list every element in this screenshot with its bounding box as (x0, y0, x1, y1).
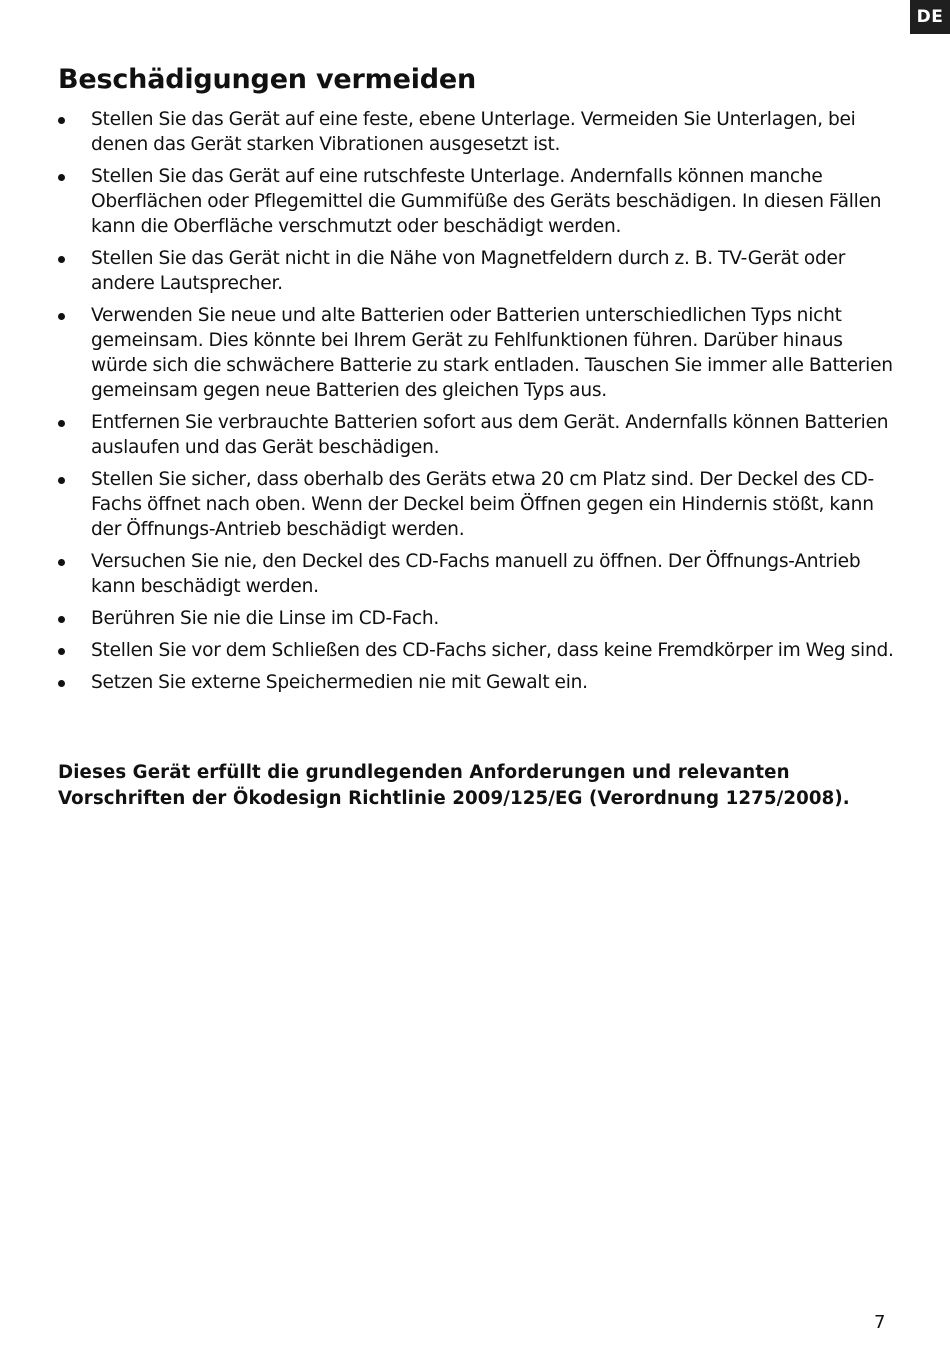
bullet-dot-icon (58, 174, 65, 181)
safety-bullet-list (58, 107, 894, 702)
section-title: Beschädigungen vermeiden (58, 64, 477, 95)
bullet-item-clearance (58, 467, 894, 542)
bullet-dot-icon (58, 477, 65, 484)
bullet-dot-icon (58, 616, 65, 623)
bullet-item-non-slip-surface (58, 164, 894, 239)
bullet-item-storage-media (58, 670, 894, 695)
bullet-text: Setzen Sie externe Speichermedien nie mit Gewalt ein. (91, 672, 588, 693)
bullet-dot-icon (58, 420, 65, 427)
bullet-text: Stellen Sie das Gerät auf eine rutschfeste Unterlage. Andernfalls können manche Oberflächen oder Pflegemittel die Gummifüße des Geräts beschädigen. In diesen Fällen kann die Oberfläche verschmutzt oder beschädigt werden. (91, 166, 882, 237)
bullet-text: Verwenden Sie neue und alte Batterien oder Batterien unterschiedlichen Typs nicht gemeinsam. Dies könnte bei Ihrem Gerät zu Fehlfunktionen führen. Darüber hinaus würde sich die schwächere Batterie zu stark entladen. Tauschen Sie immer alle Batterien gemeinsam gegen neue Batterien des gleichen Typs aus. (91, 305, 893, 401)
bullet-item-manual-opening (58, 549, 894, 599)
bullet-dot-icon (58, 256, 65, 263)
bullet-text: Stellen Sie das Gerät nicht in die Nähe von Magnetfeldern durch z. B. TV-Gerät oder andere Lautsprecher. (91, 248, 846, 294)
bullet-dot-icon (58, 117, 65, 124)
bullet-dot-icon (58, 559, 65, 566)
ecodesign-notice: Dieses Gerät erfüllt die grundlegenden Anforderungen und relevanten Vorschriften der Ökodesign Richtlinie 2009/125/EG (Verordnung 1275/2008). (58, 762, 850, 809)
bullet-item-used-batteries (58, 410, 894, 460)
bullet-text: Stellen Sie sicher, dass oberhalb des Geräts etwa 20 cm Platz sind. Der Deckel des CD-Fachs öffnet nach oben. Wenn der Deckel beim Öffnen gegen ein Hindernis stößt, kann der Öffnungs-Antrieb beschädigt werden. (91, 469, 874, 540)
bullet-dot-icon (58, 680, 65, 687)
bullet-text: Stellen Sie das Gerät auf eine feste, ebene Unterlage. Vermeiden Sie Unterlagen, bei denen das Gerät starken Vibrationen ausgesetzt ist. (91, 109, 856, 155)
bullet-item-lens (58, 606, 894, 631)
bullet-text: Entfernen Sie verbrauchte Batterien sofort aus dem Gerät. Andernfalls können Batterien auslaufen und das Gerät beschädigen. (91, 412, 889, 458)
bullet-item-magnetic-fields (58, 246, 894, 296)
bullet-item-foreign-objects (58, 638, 894, 663)
bullet-text: Berühren Sie nie die Linse im CD-Fach. (91, 608, 440, 629)
bullet-item-battery-mixing (58, 303, 894, 403)
bullet-dot-icon (58, 313, 65, 320)
language-tab: DE (910, 0, 950, 34)
bullet-text: Stellen Sie vor dem Schließen des CD-Fachs sicher, dass keine Fremdkörper im Weg sind. (91, 640, 894, 661)
bullet-text: Versuchen Sie nie, den Deckel des CD-Fachs manuell zu öffnen. Der Öffnungs-Antrieb kann beschädigt werden. (91, 551, 861, 597)
bullet-dot-icon (58, 648, 65, 655)
page-number: 7 (874, 1312, 886, 1333)
bullet-item-stable-surface (58, 107, 894, 157)
